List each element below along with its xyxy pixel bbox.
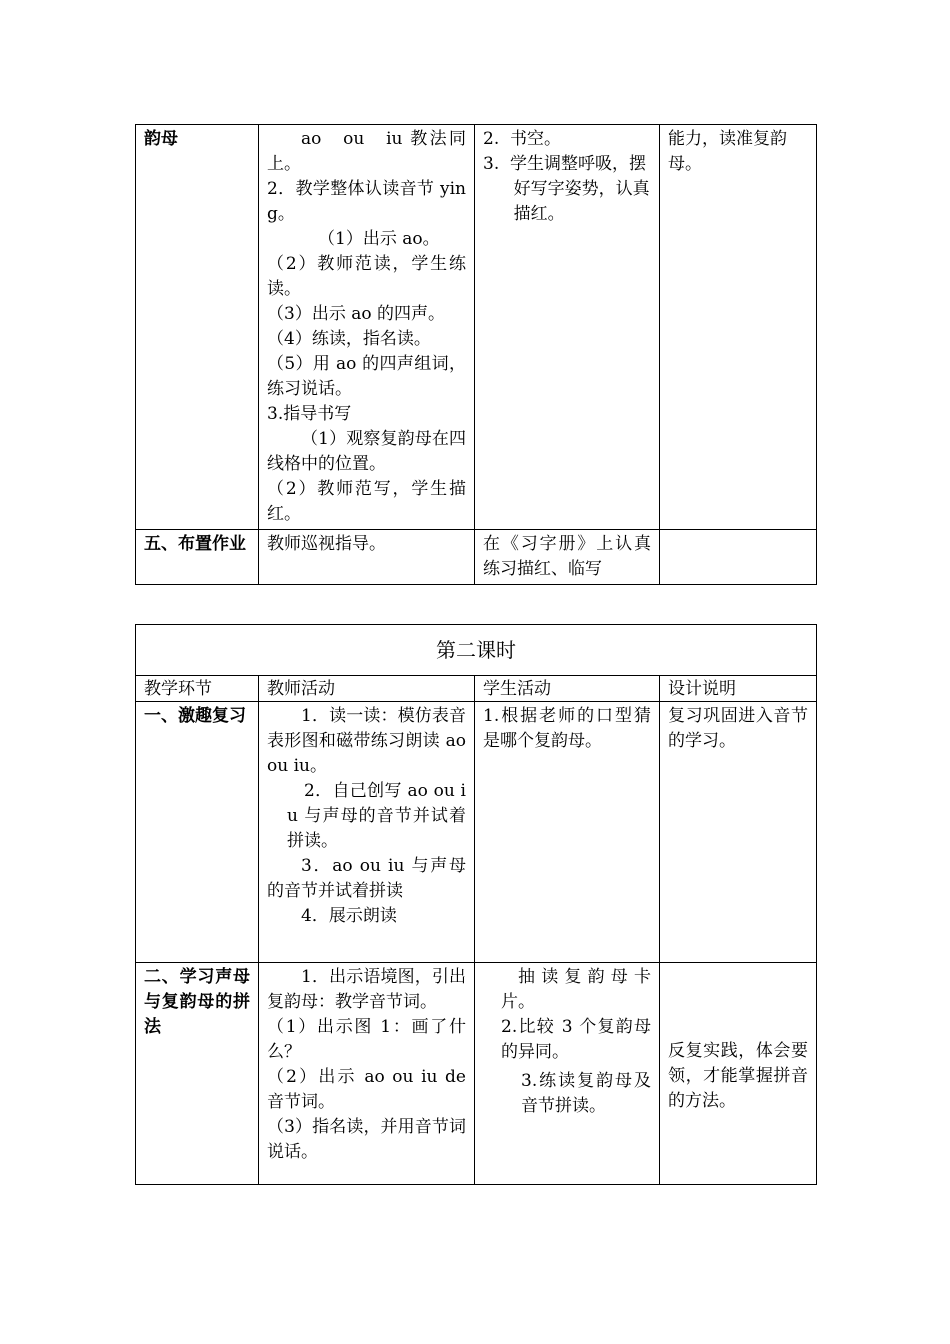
teacher-activity-cell (259, 125, 475, 530)
table-row (136, 125, 817, 530)
student-activity-cell (475, 963, 660, 1185)
section-cell: 韵母 (136, 125, 259, 530)
design-note-cell: 能力，读准复韵母。 (660, 125, 817, 530)
step-number: 3. (483, 154, 500, 174)
student-activity-cell: 在《习字册》上认真练习描红、临写 (475, 530, 660, 585)
design-note-cell: 反复实践，体会要领，才能掌握拼音的方法。 (660, 963, 817, 1185)
teacher-step: 2．自己创写 ao ou iu 与声母的音节并试着拼读。 (287, 781, 466, 851)
teacher-step: 3.指导书写 (267, 404, 352, 424)
teacher-step: 1．出示语境图，引出复韵母：教学音节词。 (267, 967, 466, 1012)
section-cell: 二、学习声母与复韵母的拼法 (136, 963, 259, 1185)
student-activity-cell (475, 125, 660, 530)
step-text: 书空。 (510, 129, 562, 149)
student-step: 抽读复韵母卡片。 (501, 967, 651, 1012)
teacher-step: （4）练读，指名读。 (267, 329, 431, 349)
table-header-row (136, 676, 817, 702)
teacher-step: （1）出示图 1：画了什么？ (267, 1017, 466, 1062)
teacher-step: （3）指名读，并用音节词说话。 (267, 1117, 466, 1162)
teacher-step: ao ou iu 教法同上。 (267, 129, 466, 174)
teacher-step: 2．教学整体认读音节 ying。 (267, 179, 466, 224)
design-note-cell: 复习巩固进入音节的学习。 (660, 702, 817, 963)
teacher-step: （2）出示 ao ou iu de 音节词。 (267, 1067, 466, 1112)
teacher-step: （2）教师范读，学生练读。 (267, 254, 466, 299)
column-header: 设计说明 (660, 676, 817, 702)
student-step: 3.练读复韵母及音节拼读。 (521, 1071, 651, 1116)
teacher-activity-cell (259, 963, 475, 1185)
column-header: 教学环节 (136, 676, 259, 702)
lesson-table-second-period (135, 624, 817, 1185)
student-step: 2.比较 3 个复韵母的异同。 (501, 1017, 651, 1062)
teacher-step: （3）出示 ao 的四声。 (267, 304, 445, 324)
section-cell: 一、激趣复习 (136, 702, 259, 963)
teacher-step: 4．展示朗读 (301, 906, 397, 926)
column-header: 学生活动 (475, 676, 660, 702)
teacher-step: 1．读一读：模仿表音表形图和磁带练习朗读 ao ou iu。 (267, 706, 466, 776)
step-number: 2. (483, 129, 500, 149)
table-title-row (136, 625, 817, 676)
page-title: 第二课时 (136, 625, 817, 676)
section-cell: 五、布置作业 (136, 530, 259, 585)
student-step (483, 127, 651, 152)
teacher-activity-cell: 教师巡视指导。 (259, 530, 475, 585)
teacher-step: （2）教师范写，学生描红。 (267, 479, 466, 524)
step-text: 学生调整呼吸，摆好写字姿势，认真描红。 (510, 154, 650, 224)
lesson-table-continued (135, 124, 817, 585)
table-row (136, 702, 817, 963)
teacher-step: 3．ao ou iu 与声母的音节并试着拼读 (267, 856, 466, 901)
table-row (136, 530, 817, 585)
column-header: 教师活动 (259, 676, 475, 702)
teacher-step: （5）用 ao 的四声组词，练习说话。 (267, 354, 466, 399)
teacher-step: （1）出示 ao。 (318, 229, 440, 249)
student-activity-cell: 1.根据老师的口型猜是哪个复韵母。 (475, 702, 660, 963)
table-row (136, 963, 817, 1185)
teacher-step: （1）观察复韵母在四线格中的位置。 (267, 429, 466, 474)
design-note-cell (660, 530, 817, 585)
teacher-activity-cell (259, 702, 475, 963)
student-step (483, 152, 651, 227)
